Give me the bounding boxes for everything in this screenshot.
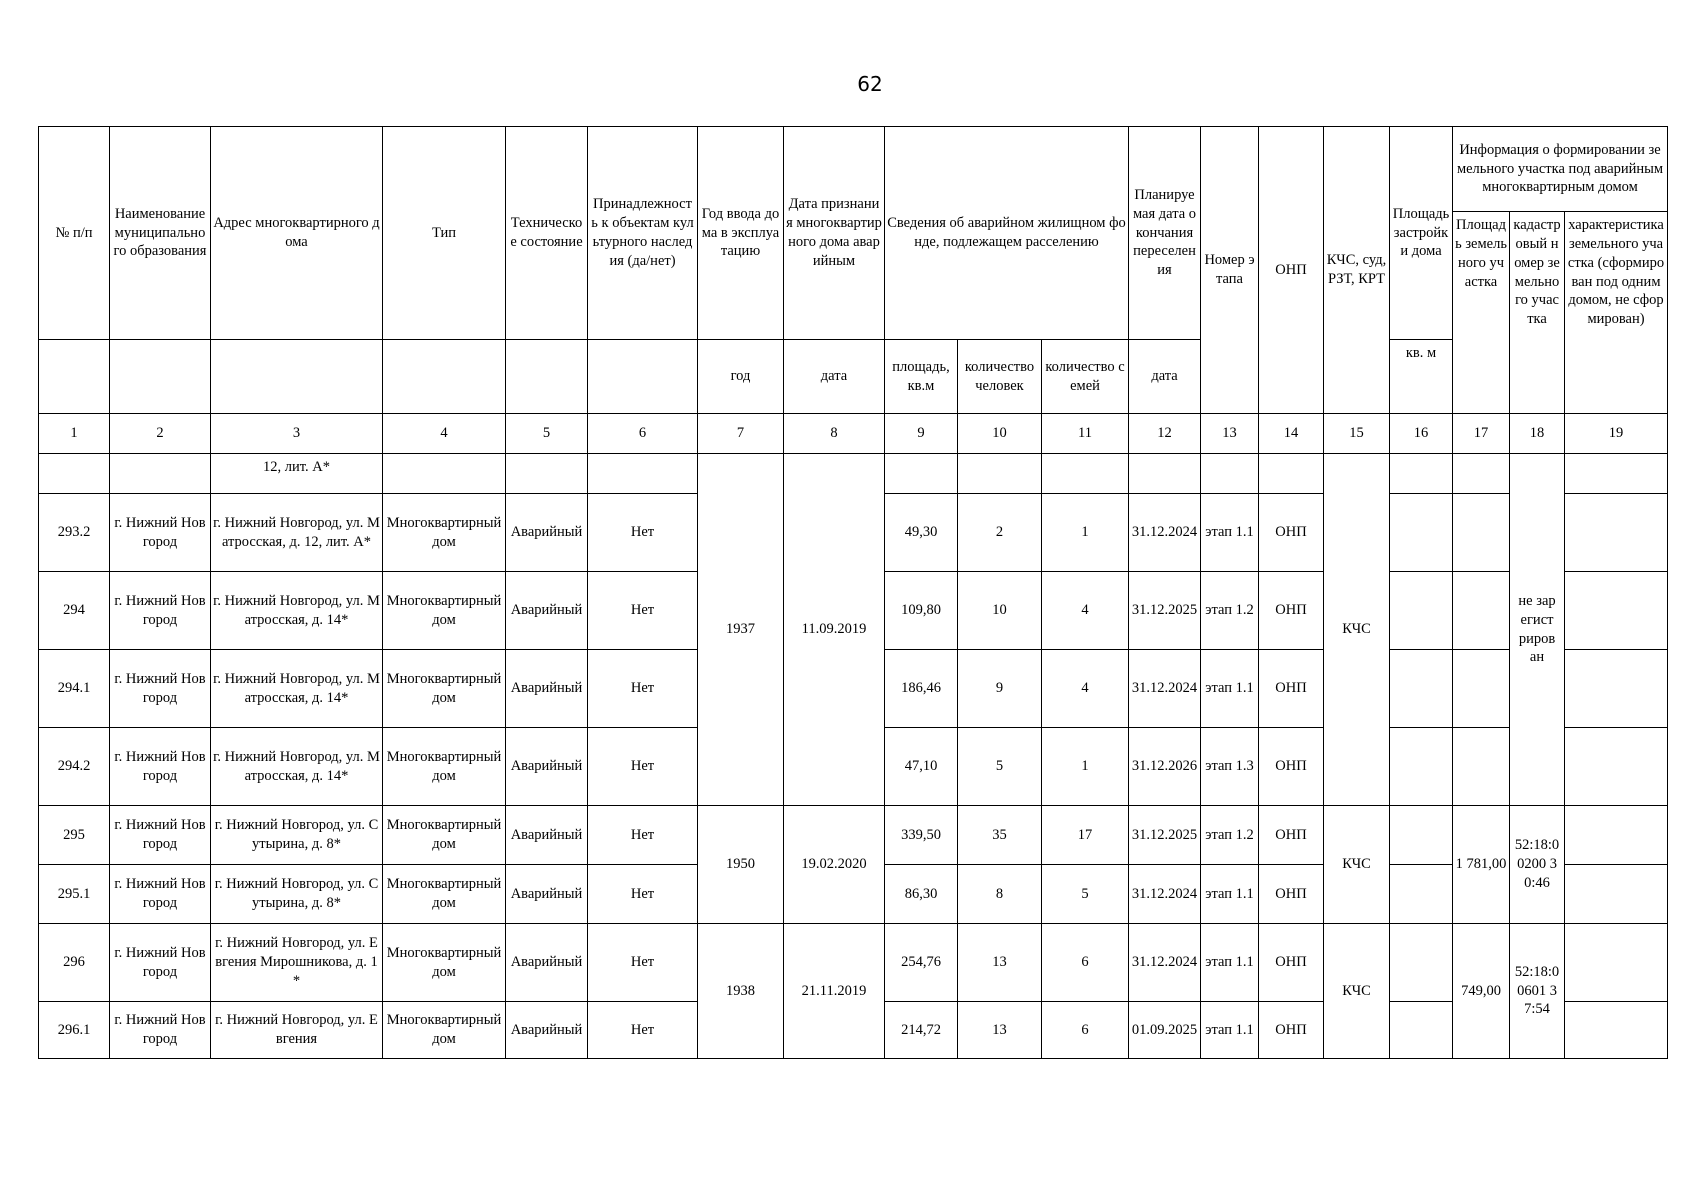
row-building-area bbox=[1390, 494, 1453, 572]
group-294-kchs: КЧС bbox=[1324, 454, 1390, 806]
row-families: 5 bbox=[1042, 865, 1129, 924]
subheader-families: количество семей bbox=[1042, 340, 1129, 414]
row-families: 4 bbox=[1042, 572, 1129, 650]
row-onp: ОНП bbox=[1259, 494, 1324, 572]
row-area: 86,30 bbox=[885, 865, 958, 924]
row-area: 186,46 bbox=[885, 650, 958, 728]
row-land-area bbox=[1453, 650, 1510, 728]
subheader-year: год bbox=[698, 340, 784, 414]
row-municipality: г. Нижний Новгород bbox=[110, 865, 211, 924]
row-people: 35 bbox=[958, 806, 1042, 865]
row-type: Многоквартирный дом bbox=[383, 924, 506, 1002]
row-address: г. Нижний Новгород, ул. Матросская, д. 14* bbox=[211, 650, 383, 728]
subheader-area: площадь, кв.м bbox=[885, 340, 958, 414]
row-area: 49,30 bbox=[885, 494, 958, 572]
header-recognition-date: Дата признания многоквартирного дома аварийным bbox=[784, 127, 885, 340]
row-end-date: 31.12.2025 bbox=[1129, 806, 1201, 865]
subheader-building-area-unit: кв. м bbox=[1390, 340, 1453, 414]
header-heritage: Принадлежность к объектам культурного наследия (да/нет) bbox=[588, 127, 698, 340]
row-people: 10 bbox=[958, 572, 1042, 650]
group-296-cadastral: 52:18:00601 37:54 bbox=[1510, 924, 1565, 1059]
emergency-housing-table bbox=[38, 126, 1668, 1059]
row-heritage: Нет bbox=[588, 924, 698, 1002]
row-address: г. Нижний Новгород, ул. Матросская, д. 14* bbox=[211, 728, 383, 806]
header-land-area: Площадь земельного участка bbox=[1453, 212, 1510, 414]
header-stage-number: Номер этапа bbox=[1201, 127, 1259, 414]
group-295-land-area: 1 781,00 bbox=[1453, 806, 1510, 924]
subheader-end-date: дата bbox=[1129, 340, 1201, 414]
row-number: 294.1 bbox=[39, 650, 110, 728]
column-number: 18 bbox=[1510, 414, 1565, 454]
column-number: 9 bbox=[885, 414, 958, 454]
row-municipality: г. Нижний Новгород bbox=[110, 572, 211, 650]
table-cell bbox=[588, 454, 698, 494]
row-end-date: 31.12.2024 bbox=[1129, 494, 1201, 572]
row-people: 9 bbox=[958, 650, 1042, 728]
row-type: Многоквартирный дом bbox=[383, 1002, 506, 1059]
header-year-built: Год ввода дома в эксплуатацию bbox=[698, 127, 784, 340]
row-area: 254,76 bbox=[885, 924, 958, 1002]
column-number: 16 bbox=[1390, 414, 1453, 454]
row-land-area bbox=[1453, 572, 1510, 650]
table-cell bbox=[1453, 454, 1510, 494]
row-land-area bbox=[1453, 494, 1510, 572]
row-onp: ОНП bbox=[1259, 1002, 1324, 1059]
row-address: г. Нижний Новгород, ул. Матросская, д. 14* bbox=[211, 572, 383, 650]
row-land-characteristic bbox=[1565, 650, 1668, 728]
row-families: 1 bbox=[1042, 494, 1129, 572]
row-families: 6 bbox=[1042, 1002, 1129, 1059]
row-families: 4 bbox=[1042, 650, 1129, 728]
subheader-date: дата bbox=[784, 340, 885, 414]
group-295-date: 19.02.2020 bbox=[784, 806, 885, 924]
row-onp: ОНП bbox=[1259, 728, 1324, 806]
row-type: Многоквартирный дом bbox=[383, 865, 506, 924]
row-land-characteristic bbox=[1565, 806, 1668, 865]
column-number: 1 bbox=[39, 414, 110, 454]
row-type: Многоквартирный дом bbox=[383, 572, 506, 650]
group-294-cadastral bbox=[1510, 454, 1565, 806]
row-land-characteristic bbox=[1565, 865, 1668, 924]
row-tech-state: Аварийный bbox=[506, 728, 588, 806]
row-type: Многоквартирный дом bbox=[383, 728, 506, 806]
column-number: 14 bbox=[1259, 414, 1324, 454]
row-stage: этап 1.2 bbox=[1201, 806, 1259, 865]
header-cell-empty bbox=[383, 340, 506, 414]
row-area: 109,80 bbox=[885, 572, 958, 650]
header-cadastral-number: кадастровый номер земельного участка bbox=[1510, 212, 1565, 414]
row-tech-state: Аварийный bbox=[506, 650, 588, 728]
column-number: 6 bbox=[588, 414, 698, 454]
table-cell bbox=[958, 454, 1042, 494]
row-tech-state: Аварийный bbox=[506, 924, 588, 1002]
row-end-date: 31.12.2024 bbox=[1129, 865, 1201, 924]
header-cell-empty bbox=[506, 340, 588, 414]
row-address: г. Нижний Новгород, ул. Матросская, д. 12, лит. А* bbox=[211, 494, 383, 572]
table-cell bbox=[1129, 454, 1201, 494]
row-end-date: 31.12.2025 bbox=[1129, 572, 1201, 650]
column-number: 11 bbox=[1042, 414, 1129, 454]
header-tech-state: Техническое состояние bbox=[506, 127, 588, 340]
row-end-date: 31.12.2024 bbox=[1129, 924, 1201, 1002]
column-number: 4 bbox=[383, 414, 506, 454]
row-stage: этап 1.3 bbox=[1201, 728, 1259, 806]
table-cell bbox=[1042, 454, 1129, 494]
page-number: 62 bbox=[857, 72, 883, 96]
row-building-area bbox=[1390, 572, 1453, 650]
group-296-land-area: 749,00 bbox=[1453, 924, 1510, 1059]
row-stage: этап 1.1 bbox=[1201, 924, 1259, 1002]
row-tech-state: Аварийный bbox=[506, 1002, 588, 1059]
header-row-number: № п/п bbox=[39, 127, 110, 340]
group-294-date: 11.09.2019 bbox=[784, 454, 885, 806]
column-number: 3 bbox=[211, 414, 383, 454]
row-municipality: г. Нижний Новгород bbox=[110, 1002, 211, 1059]
row-number: 294.2 bbox=[39, 728, 110, 806]
header-land-plot-info: Информация о формировании земельного участка под аварийным многоквартирным домом bbox=[1453, 127, 1668, 212]
header-municipality: Наименование муниципального образования bbox=[110, 127, 211, 340]
header-emergency-fund-info: Сведения об аварийном жилищном фонде, подлежащем расселению bbox=[885, 127, 1129, 340]
row-heritage: Нет bbox=[588, 572, 698, 650]
row-address: г. Нижний Новгород, ул. Сутырина, д. 8* bbox=[211, 806, 383, 865]
row-land-characteristic bbox=[1565, 924, 1668, 1002]
column-number: 7 bbox=[698, 414, 784, 454]
row-onp: ОНП bbox=[1259, 806, 1324, 865]
group-295-cadastral: 52:18:00200 30:46 bbox=[1510, 806, 1565, 924]
address-continuation: 12, лит. А* bbox=[211, 454, 383, 494]
group-294-year: 1937 bbox=[698, 454, 784, 806]
row-land-area bbox=[1453, 728, 1510, 806]
group-294-cadastral-text: не зарегистрирован bbox=[1518, 592, 1556, 666]
table-cell bbox=[383, 454, 506, 494]
row-area: 47,10 bbox=[885, 728, 958, 806]
header-cell-empty bbox=[588, 340, 698, 414]
header-cell-empty bbox=[110, 340, 211, 414]
table-cell bbox=[1565, 454, 1668, 494]
table-cell bbox=[110, 454, 211, 494]
column-number: 12 bbox=[1129, 414, 1201, 454]
row-municipality: г. Нижний Новгород bbox=[110, 924, 211, 1002]
row-number: 295 bbox=[39, 806, 110, 865]
row-heritage: Нет bbox=[588, 728, 698, 806]
row-stage: этап 1.2 bbox=[1201, 572, 1259, 650]
table-row bbox=[39, 806, 1668, 865]
group-296-kchs: КЧС bbox=[1324, 924, 1390, 1059]
column-number: 19 bbox=[1565, 414, 1668, 454]
table-cell bbox=[506, 454, 588, 494]
row-type: Многоквартирный дом bbox=[383, 806, 506, 865]
group-295-kchs: КЧС bbox=[1324, 806, 1390, 924]
row-end-date: 31.12.2024 bbox=[1129, 650, 1201, 728]
row-building-area bbox=[1390, 650, 1453, 728]
row-municipality: г. Нижний Новгород bbox=[110, 728, 211, 806]
row-building-area bbox=[1390, 865, 1453, 924]
row-municipality: г. Нижний Новгород bbox=[110, 806, 211, 865]
table-cell bbox=[39, 454, 110, 494]
row-land-characteristic bbox=[1565, 728, 1668, 806]
header-kchs: КЧС, суд, РЗТ, КРТ bbox=[1324, 127, 1390, 414]
row-families: 1 bbox=[1042, 728, 1129, 806]
row-tech-state: Аварийный bbox=[506, 494, 588, 572]
row-people: 8 bbox=[958, 865, 1042, 924]
row-land-characteristic bbox=[1565, 572, 1668, 650]
row-onp: ОНП bbox=[1259, 650, 1324, 728]
row-people: 5 bbox=[958, 728, 1042, 806]
row-heritage: Нет bbox=[588, 806, 698, 865]
header-cell-empty bbox=[211, 340, 383, 414]
column-number: 2 bbox=[110, 414, 211, 454]
row-building-area bbox=[1390, 924, 1453, 1002]
column-number: 17 bbox=[1453, 414, 1510, 454]
row-onp: ОНП bbox=[1259, 572, 1324, 650]
column-number: 8 bbox=[784, 414, 885, 454]
row-land-characteristic bbox=[1565, 1002, 1668, 1059]
row-heritage: Нет bbox=[588, 650, 698, 728]
row-area: 214,72 bbox=[885, 1002, 958, 1059]
row-heritage: Нет bbox=[588, 865, 698, 924]
table-cell bbox=[1201, 454, 1259, 494]
row-type: Многоквартирный дом bbox=[383, 494, 506, 572]
group-295-year: 1950 bbox=[698, 806, 784, 924]
row-tech-state: Аварийный bbox=[506, 806, 588, 865]
group-296-date: 21.11.2019 bbox=[784, 924, 885, 1059]
header-cell-empty bbox=[39, 340, 110, 414]
row-stage: этап 1.1 bbox=[1201, 865, 1259, 924]
header-land-characteristic: характеристика земельного участка (сформирован под одним домом, не сформирован) bbox=[1565, 212, 1668, 414]
column-number: 10 bbox=[958, 414, 1042, 454]
header-type: Тип bbox=[383, 127, 506, 340]
row-end-date: 31.12.2026 bbox=[1129, 728, 1201, 806]
row-area: 339,50 bbox=[885, 806, 958, 865]
row-municipality: г. Нижний Новгород bbox=[110, 650, 211, 728]
row-municipality: г. Нижний Новгород bbox=[110, 494, 211, 572]
header-planned-end-date: Планируемая дата окончания переселения bbox=[1129, 127, 1201, 340]
group-296-year: 1938 bbox=[698, 924, 784, 1059]
row-building-area bbox=[1390, 1002, 1453, 1059]
row-number: 296 bbox=[39, 924, 110, 1002]
row-end-date: 01.09.2025 bbox=[1129, 1002, 1201, 1059]
table-cell bbox=[1390, 454, 1453, 494]
header-building-area: Площадь застройки дома bbox=[1390, 127, 1453, 340]
row-stage: этап 1.1 bbox=[1201, 650, 1259, 728]
row-people: 13 bbox=[958, 1002, 1042, 1059]
row-people: 13 bbox=[958, 924, 1042, 1002]
column-number: 5 bbox=[506, 414, 588, 454]
row-people: 2 bbox=[958, 494, 1042, 572]
row-heritage: Нет bbox=[588, 1002, 698, 1059]
row-families: 17 bbox=[1042, 806, 1129, 865]
row-number: 296.1 bbox=[39, 1002, 110, 1059]
subheader-people: количество человек bbox=[958, 340, 1042, 414]
row-address: г. Нижний Новгород, ул. Сутырина, д. 8* bbox=[211, 865, 383, 924]
row-tech-state: Аварийный bbox=[506, 865, 588, 924]
header-address: Адрес многоквартирного дома bbox=[211, 127, 383, 340]
column-number: 13 bbox=[1201, 414, 1259, 454]
row-building-area bbox=[1390, 806, 1453, 865]
header-onp: ОНП bbox=[1259, 127, 1324, 414]
row-type: Многоквартирный дом bbox=[383, 650, 506, 728]
table-cell bbox=[1259, 454, 1324, 494]
table-row bbox=[39, 924, 1668, 1002]
row-building-area bbox=[1390, 728, 1453, 806]
row-heritage: Нет bbox=[588, 494, 698, 572]
row-stage: этап 1.1 bbox=[1201, 1002, 1259, 1059]
row-number: 295.1 bbox=[39, 865, 110, 924]
row-onp: ОНП bbox=[1259, 924, 1324, 1002]
row-tech-state: Аварийный bbox=[506, 572, 588, 650]
row-stage: этап 1.1 bbox=[1201, 494, 1259, 572]
row-address: г. Нижний Новгород, ул. Евгения bbox=[211, 1002, 383, 1059]
row-onp: ОНП bbox=[1259, 865, 1324, 924]
row-number: 293.2 bbox=[39, 494, 110, 572]
column-number: 15 bbox=[1324, 414, 1390, 454]
row-families: 6 bbox=[1042, 924, 1129, 1002]
row-land-characteristic bbox=[1565, 494, 1668, 572]
row-address: г. Нижний Новгород, ул. Евгения Мирошникова, д. 1* bbox=[211, 924, 383, 1002]
row-number: 294 bbox=[39, 572, 110, 650]
table-cell bbox=[885, 454, 958, 494]
